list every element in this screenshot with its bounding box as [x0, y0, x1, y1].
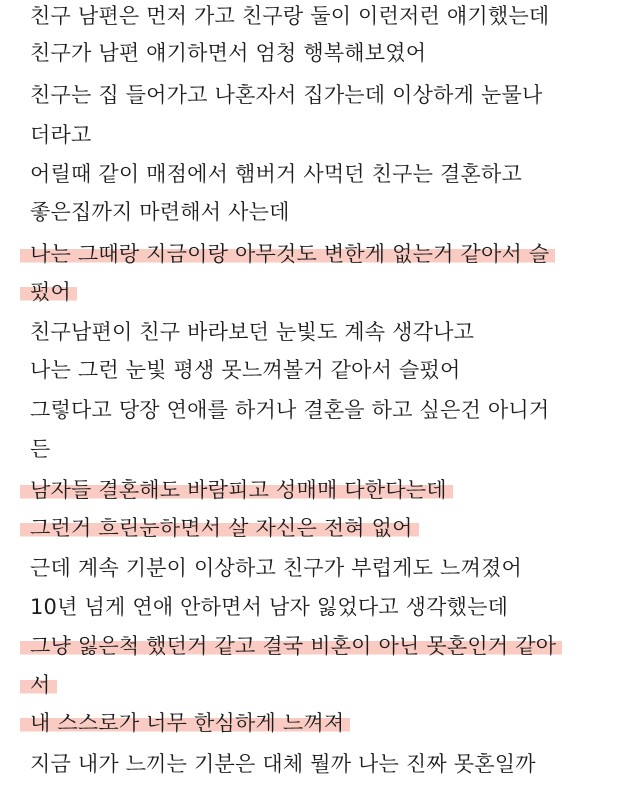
post-line-text: 어릴때 같이 매점에서 햄버거 사먹던 친구는 결혼하고: [30, 162, 522, 186]
highlight-marker: 그냥 잃은척 했던거 같고 결국 비혼이 아닌 못혼인거 같아: [20, 634, 562, 658]
post-line-text: 친구남편이 친구 바라보던 눈빛도 계속 생각나고: [30, 320, 475, 344]
post-line-text: 든: [30, 437, 51, 461]
highlight-marker: 남자들 결혼해도 바람피고 성매매 다한다는데: [20, 478, 453, 502]
post-line: [30, 119, 91, 151]
post-line-text: 나는 그런 눈빛 평생 못느껴볼거 같아서 슬펐어: [30, 358, 461, 382]
post-line-text: 그렇다고 당장 연애를 하거나 결혼을 하고 싶은건 아니거: [30, 398, 550, 422]
post-line-highlighted: [30, 630, 562, 662]
post-line: [30, 158, 522, 190]
post-line: [30, 0, 549, 32]
post-line: [30, 354, 460, 386]
post-line-highlighted: [30, 276, 77, 308]
post-line-highlighted: [30, 474, 453, 506]
post-line-text: 지금 내가 느끼는 기분은 대체 뭘까 나는 진짜 못혼일까: [30, 752, 536, 776]
post-line: [30, 79, 542, 111]
highlight-marker: 펐어: [20, 280, 77, 304]
post-line: [30, 433, 51, 465]
post-line: [30, 552, 522, 584]
post-line-highlighted: [30, 238, 555, 270]
highlight-marker: 서: [20, 673, 57, 697]
post-line: [30, 591, 508, 623]
highlight-marker: 나는 그때랑 지금이랑 아무것도 변한게 없는거 같아서 슬: [20, 242, 555, 266]
post-line-highlighted: [30, 707, 350, 739]
post-line-text: 10년 넘게 연애 안하면서 남자 잃었다고 생각했는데: [30, 595, 509, 619]
highlight-marker: 그런거 흐린눈하면서 살 자신은 전혀 없어: [20, 516, 419, 540]
post-line-text: 더라고: [30, 123, 92, 147]
post-line-text: 좋은집까지 마련해서 사는데: [30, 200, 290, 224]
post-line-text: 친구는 집 들어가고 나혼자서 집가는데 이상하게 눈물나: [30, 83, 543, 107]
post-line-text: 근데 계속 기분이 이상하고 친구가 부럽게도 느껴졌어: [30, 556, 522, 580]
post-line: [30, 37, 426, 69]
post-line: [30, 748, 536, 780]
post-line-highlighted: [30, 669, 57, 701]
post-line: [30, 316, 474, 348]
post-line: [30, 196, 290, 228]
post-line-text: 친구가 남편 얘기하면서 엄청 행복해보였어: [30, 41, 427, 65]
post-line: [30, 394, 549, 426]
post-line-highlighted: [30, 512, 419, 544]
post-line-text: 친구 남편은 먼저 가고 친구랑 둘이 이런저런 얘기했는데: [30, 4, 550, 28]
highlight-marker: 내 스스로가 너무 한심하게 느껴져: [20, 711, 350, 735]
